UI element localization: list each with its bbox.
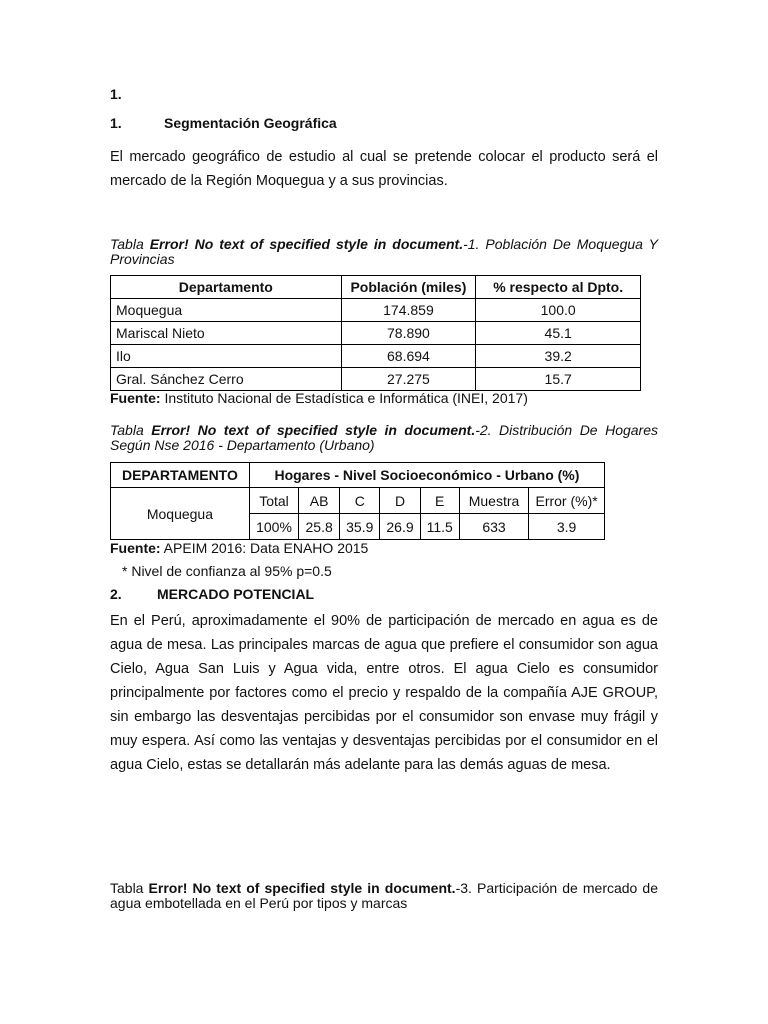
caption-error: Error! No text of specified style in document. — [149, 236, 464, 252]
table-header-row — [111, 463, 605, 488]
row-porcentaje: 15.7 — [476, 368, 641, 391]
table-1-source — [110, 391, 528, 406]
row-poblacion: 78.890 — [341, 322, 476, 345]
caption-prefix: Tabla — [110, 236, 150, 252]
row-label: Ilo — [111, 345, 342, 368]
caption-prefix: Tabla — [110, 422, 152, 438]
header-hogares: Hogares - Nivel Socioeconómico - Urbano (%) — [249, 463, 604, 488]
header-departamento: DEPARTAMENTO — [111, 463, 250, 488]
subheader-d: D — [380, 488, 420, 514]
header-poblacion: Población (miles) — [341, 276, 476, 299]
table-row — [111, 322, 641, 345]
paragraph-1: El mercado geográfico de estudio al cual se pretende colocar el producto será el mercado de la Región Moquegua y a sus provincias. — [110, 149, 658, 189]
value-total: 100% — [249, 514, 298, 540]
table-2-caption — [110, 423, 658, 453]
population-table — [110, 275, 641, 391]
subheader-c: C — [340, 488, 380, 514]
caption-rest: -3. Participación de mercado de agua embotellada en el Perú por tipos y marcas — [110, 880, 658, 911]
row-poblacion: 174.859 — [341, 299, 476, 322]
row-label: Moquegua — [111, 488, 250, 540]
header-porcentaje: % respecto al Dpto. — [476, 276, 641, 299]
heading-number: 1. — [110, 86, 122, 102]
value-d: 26.9 — [380, 514, 420, 540]
table-1-caption — [110, 237, 658, 267]
caption-rest: -1. Población De Moquegua Y Provincias — [110, 236, 658, 267]
value-error: 3.9 — [529, 514, 605, 540]
caption-error: Error! No text of specified style in document. — [148, 880, 456, 896]
caption-prefix: Tabla — [110, 880, 149, 896]
row-porcentaje: 45.1 — [476, 322, 641, 345]
row-porcentaje: 39.2 — [476, 345, 641, 368]
section-2-number: 2. — [110, 586, 122, 602]
source-text: Instituto Nacional de Estadística e Informática (INEI, 2017) — [160, 390, 528, 406]
confidence-note: * Nivel de confianza al 95% p=0.5 — [122, 563, 332, 579]
section-1-number: 1. — [110, 115, 122, 131]
subheader-error: Error (%)* — [529, 488, 605, 514]
table-row — [111, 299, 641, 322]
paragraph-2: En el Perú, aproximadamente el 90% de participación de mercado en agua es de agua de mesa. Las principales marcas de agua que prefiere el consumidor son agua Cielo, Agua San Luis y Agua vida, entre otros. El agua Cielo es consumidor principalmente por factores como el precio y respaldo de la compañía AJE GROUP, sin embargo las desventajas percibidas por el consumidor son envase muy frágil y muy espera. Así como las ventajas y desventajas percibidas por el consumidor en el agua Cielo, estas se detallarán más adelante para las demás aguas de mesa. — [110, 613, 658, 773]
source-text: APEIM 2016: Data ENAHO 2015 — [160, 540, 369, 556]
subheader-e: E — [420, 488, 459, 514]
caption-error: Error! No text of specified style in document. — [151, 422, 476, 438]
table-header-row — [111, 276, 641, 299]
source-label: Fuente: — [110, 540, 161, 556]
row-porcentaje: 100.0 — [476, 299, 641, 322]
caption-rest: -2. Distribución De Hogares Según Nse 2016 - Departamento (Urbano) — [110, 422, 659, 453]
row-label: Mariscal Nieto — [111, 322, 342, 345]
value-muestra: 633 — [459, 514, 528, 540]
households-table — [110, 462, 605, 540]
value-e: 11.5 — [420, 514, 459, 540]
row-poblacion: 27.275 — [341, 368, 476, 391]
subheader-total: Total — [249, 488, 298, 514]
row-label: Moquegua — [111, 299, 342, 322]
row-poblacion: 68.694 — [341, 345, 476, 368]
source-label: Fuente: — [110, 390, 161, 406]
table-row — [111, 368, 641, 391]
value-ab: 25.8 — [299, 514, 340, 540]
subheader-ab: AB — [299, 488, 340, 514]
table-2-source — [110, 541, 368, 556]
section-1-title: Segmentación Geográfica — [164, 115, 337, 131]
table-3-caption — [110, 881, 658, 911]
section-2-title: MERCADO POTENCIAL — [157, 586, 315, 602]
value-c: 35.9 — [340, 514, 380, 540]
header-departamento: Departamento — [111, 276, 342, 299]
table-row — [111, 345, 641, 368]
row-label: Gral. Sánchez Cerro — [111, 368, 342, 391]
subheader-muestra: Muestra — [459, 488, 528, 514]
table-row — [111, 488, 605, 514]
